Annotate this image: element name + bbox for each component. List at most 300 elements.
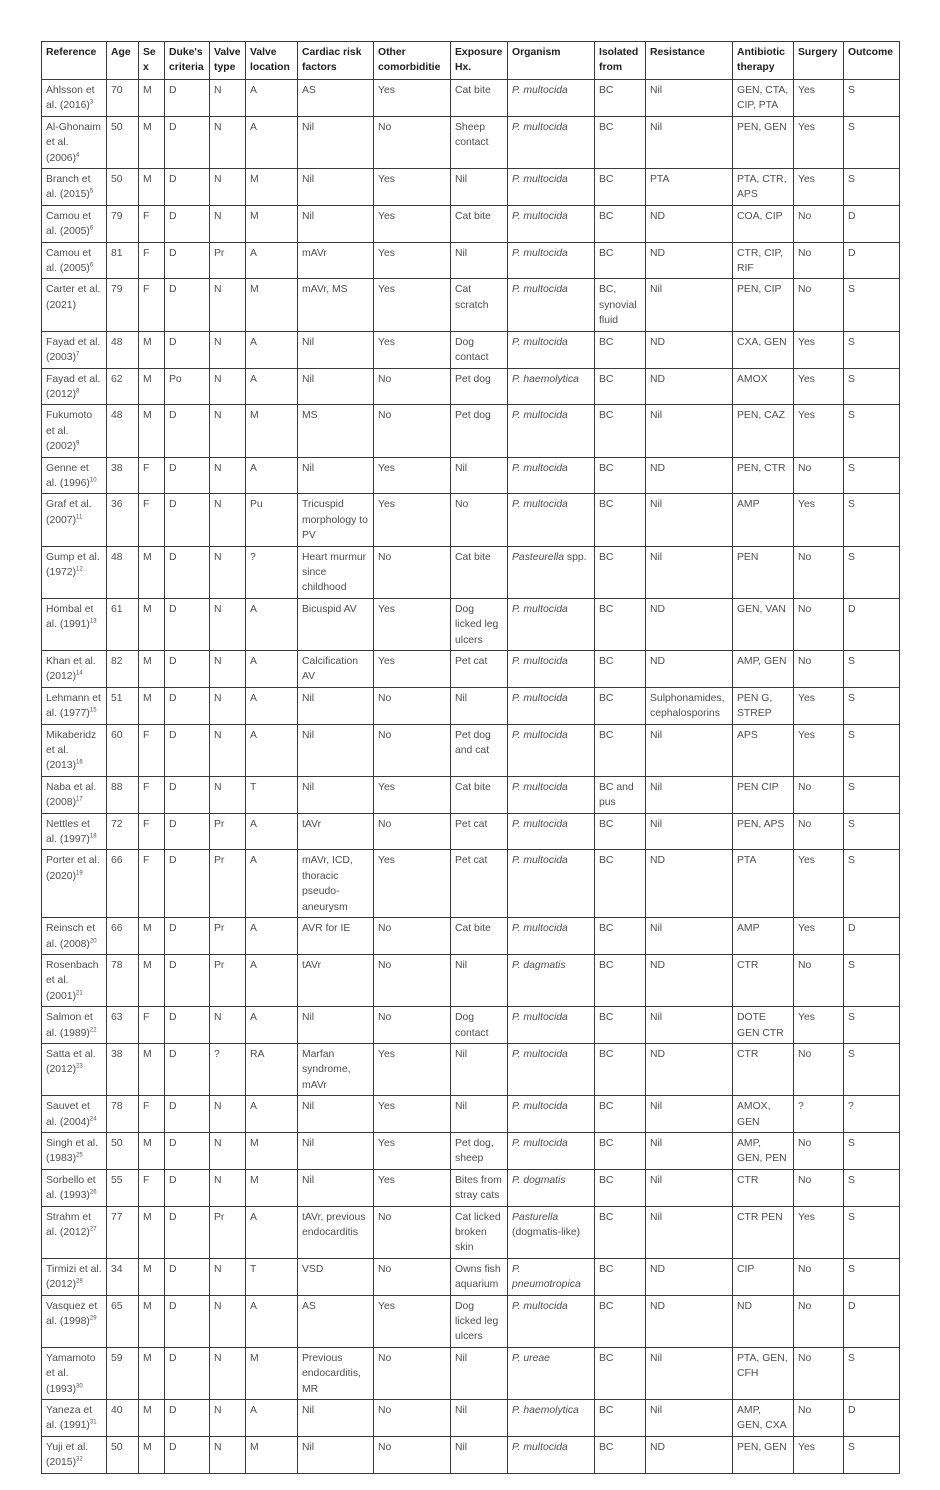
- cell-outcome: S: [844, 850, 900, 918]
- cell-organism: [508, 205, 595, 242]
- cell-isolated-from: BC: [595, 116, 646, 168]
- cell-antibiotic-therapy: CTR, CIP, RIF: [733, 242, 794, 279]
- cell-resistance: ND: [646, 1043, 733, 1095]
- cell-sex: M: [139, 687, 165, 724]
- cell-dukes-criteria: D: [165, 205, 210, 242]
- table-row: [42, 598, 900, 650]
- organism-name: P. multocida: [512, 247, 568, 259]
- reference-citation-number: 21: [76, 990, 83, 997]
- cell-sex: M: [139, 1043, 165, 1095]
- table-row: [42, 1295, 900, 1347]
- cell-valve-location: A: [246, 116, 298, 168]
- cell-sex: M: [139, 116, 165, 168]
- cell-organism: [508, 279, 595, 331]
- cell-organism: [508, 546, 595, 598]
- cell-valve-location: A: [246, 651, 298, 688]
- reference-citation-number: 31: [89, 1420, 97, 1426]
- cell-organism: [508, 813, 595, 850]
- cell-antibiotic-therapy: AMP, GEN: [733, 651, 794, 688]
- case-table-container: [41, 41, 899, 1474]
- cell-age: 65: [107, 1295, 139, 1347]
- header-cardiac-risk-factors: Cardiac risk factors: [298, 42, 374, 80]
- cell-sex: F: [139, 494, 165, 546]
- cell-exposure-hx: Nil: [451, 457, 508, 494]
- cell-antibiotic-therapy: PEN CIP: [733, 776, 794, 813]
- cell-age: 38: [107, 1043, 139, 1095]
- cell-dukes-criteria: D: [165, 546, 210, 598]
- table-row: [42, 1096, 900, 1133]
- cell-cardiac-risk-factors: mAVr, MS: [298, 279, 374, 331]
- cell-isolated-from: BC: [595, 1132, 646, 1169]
- cell-outcome: D: [844, 205, 900, 242]
- cell-antibiotic-therapy: AMP, GEN, PEN: [733, 1132, 794, 1169]
- cell-other-comorbidities: Yes: [374, 1295, 451, 1347]
- cell-outcome: S: [844, 1043, 900, 1095]
- cell-exposure-hx: Cat bite: [451, 80, 508, 117]
- cell-valve-location: Pu: [246, 494, 298, 546]
- reference-text: Naba et al. (2008): [46, 781, 97, 809]
- cell-outcome: ?: [844, 1096, 900, 1133]
- cell-antibiotic-therapy: ND: [733, 1295, 794, 1347]
- reference-text: Ahlsson et al. (2016): [46, 85, 95, 112]
- cell-antibiotic-therapy: CTR: [733, 954, 794, 1006]
- cell-organism: [508, 331, 595, 368]
- cell-sex: M: [139, 1258, 165, 1295]
- organism-suffix: (dogmatis-like): [512, 1227, 581, 1238]
- cell-surgery: No: [794, 776, 844, 813]
- cell-isolated-from: BC: [595, 651, 646, 688]
- cell-dukes-criteria: D: [165, 1400, 210, 1437]
- cell-exposure-hx: Cat bite: [451, 205, 508, 242]
- cell-antibiotic-therapy: PTA, GEN, CFH: [733, 1347, 794, 1399]
- cell-dukes-criteria: D: [165, 1206, 210, 1258]
- cell-valve-location: A: [246, 1007, 298, 1044]
- cell-isolated-from: BC and pus: [595, 776, 646, 813]
- cell-reference: [42, 598, 107, 650]
- reference-citation-number: 23: [76, 1063, 83, 1070]
- reference-text: Tirmizi et al. (2012): [46, 1263, 102, 1291]
- header-valve-type: Valve type: [210, 42, 246, 80]
- cell-age: 77: [107, 1206, 139, 1258]
- reference-text: Reinsch et al. (2008): [46, 923, 96, 950]
- reference-text: Yuji et al. (2015): [46, 1441, 89, 1469]
- cell-valve-type: N: [210, 1400, 246, 1437]
- cell-surgery: No: [794, 1043, 844, 1095]
- cell-organism: [508, 494, 595, 546]
- cell-other-comorbidities: No: [374, 1347, 451, 1399]
- cell-valve-type: N: [210, 1007, 246, 1044]
- cell-antibiotic-therapy: DOTE GEN CTR: [733, 1007, 794, 1044]
- cell-organism: [508, 651, 595, 688]
- reference-text: Khan et al. (2012): [46, 656, 96, 683]
- cell-resistance: ND: [646, 1295, 733, 1347]
- cell-age: 48: [107, 331, 139, 368]
- organism-name: P. multocida: [512, 603, 568, 615]
- cell-other-comorbidities: No: [374, 1007, 451, 1044]
- cell-sex: F: [139, 724, 165, 776]
- cell-isolated-from: BC: [595, 494, 646, 546]
- cell-other-comorbidities: No: [374, 546, 451, 598]
- cell-surgery: No: [794, 598, 844, 650]
- cell-isolated-from: BC: [595, 546, 646, 598]
- cell-surgery: No: [794, 457, 844, 494]
- cell-outcome: S: [844, 1007, 900, 1044]
- cell-sex: F: [139, 1096, 165, 1133]
- cell-organism: [508, 1258, 595, 1295]
- cell-sex: M: [139, 1400, 165, 1437]
- reference-citation-number: 6: [89, 262, 94, 269]
- cell-resistance: Nil: [646, 494, 733, 546]
- cell-valve-type: N: [210, 457, 246, 494]
- cell-dukes-criteria: D: [165, 813, 210, 850]
- cell-sex: F: [139, 279, 165, 331]
- cell-reference: [42, 776, 107, 813]
- table-row: [42, 279, 900, 331]
- cell-sex: F: [139, 1007, 165, 1044]
- cell-exposure-hx: Cat bite: [451, 776, 508, 813]
- cell-valve-type: N: [210, 1096, 246, 1133]
- cell-dukes-criteria: D: [165, 242, 210, 279]
- cell-organism: [508, 1206, 595, 1258]
- cell-age: 61: [107, 598, 139, 650]
- cell-resistance: ND: [646, 1258, 733, 1295]
- cell-valve-location: M: [246, 169, 298, 206]
- cell-outcome: S: [844, 1347, 900, 1399]
- cell-cardiac-risk-factors: Nil: [298, 776, 374, 813]
- cell-cardiac-risk-factors: Nil: [298, 724, 374, 776]
- cell-exposure-hx: Nil: [451, 954, 508, 1006]
- organism-name: Pasteurella: [512, 551, 564, 563]
- reference-text: Fayad et al. (2003): [46, 336, 101, 364]
- cell-resistance: Nil: [646, 1007, 733, 1044]
- cell-dukes-criteria: D: [165, 405, 210, 457]
- cell-antibiotic-therapy: PTA, CTR, APS: [733, 169, 794, 206]
- cell-reference: [42, 1206, 107, 1258]
- reference-text: Fukumoto et al. (2002): [46, 410, 93, 453]
- cell-other-comorbidities: Yes: [374, 331, 451, 368]
- cell-isolated-from: BC: [595, 1096, 646, 1133]
- cell-exposure-hx: Pet cat: [451, 651, 508, 688]
- cell-sex: M: [139, 169, 165, 206]
- cell-cardiac-risk-factors: AVR for IE: [298, 918, 374, 955]
- cell-resistance: ND: [646, 651, 733, 688]
- cell-valve-type: N: [210, 546, 246, 598]
- organism-name: P. multocida: [512, 284, 568, 296]
- cell-dukes-criteria: D: [165, 1043, 210, 1095]
- cell-cardiac-risk-factors: Nil: [298, 1169, 374, 1206]
- table-row: [42, 1007, 900, 1044]
- cell-sex: F: [139, 242, 165, 279]
- cell-age: 55: [107, 1169, 139, 1206]
- cell-valve-location: M: [246, 405, 298, 457]
- cell-resistance: ND: [646, 457, 733, 494]
- cell-outcome: S: [844, 687, 900, 724]
- cell-resistance: Nil: [646, 918, 733, 955]
- table-row: [42, 1400, 900, 1437]
- cell-sex: M: [139, 1295, 165, 1347]
- reference-citation-number: 11: [76, 514, 83, 521]
- cell-exposure-hx: Sheep contact: [451, 116, 508, 168]
- cell-other-comorbidities: Yes: [374, 1043, 451, 1095]
- cell-organism: [508, 1347, 595, 1399]
- cell-antibiotic-therapy: COA, CIP: [733, 205, 794, 242]
- cell-other-comorbidities: Yes: [374, 598, 451, 650]
- cell-valve-type: Pr: [210, 850, 246, 918]
- cell-exposure-hx: Cat bite: [451, 546, 508, 598]
- table-row: [42, 1436, 900, 1473]
- cell-other-comorbidities: No: [374, 918, 451, 955]
- cell-outcome: S: [844, 331, 900, 368]
- cell-reference: [42, 80, 107, 117]
- cell-cardiac-risk-factors: MS: [298, 405, 374, 457]
- table-row: [42, 954, 900, 1006]
- cell-surgery: Yes: [794, 405, 844, 457]
- table-row: [42, 813, 900, 850]
- cell-surgery: No: [794, 546, 844, 598]
- cell-dukes-criteria: D: [165, 1347, 210, 1399]
- cell-dukes-criteria: D: [165, 169, 210, 206]
- cell-dukes-criteria: D: [165, 494, 210, 546]
- organism-name: P. multocida: [512, 336, 568, 348]
- cell-isolated-from: BC: [595, 242, 646, 279]
- cell-outcome: S: [844, 116, 900, 168]
- cell-surgery: Yes: [794, 80, 844, 117]
- cell-antibiotic-therapy: PTA: [733, 850, 794, 918]
- cell-outcome: S: [844, 1169, 900, 1206]
- cell-reference: [42, 169, 107, 206]
- cell-reference: [42, 331, 107, 368]
- cell-age: 51: [107, 687, 139, 724]
- table-row: [42, 331, 900, 368]
- cell-reference: [42, 546, 107, 598]
- reference-citation-number: 22: [89, 1027, 97, 1034]
- reference-text: Branch et al. (2015): [46, 174, 91, 201]
- header-reference: Reference: [42, 42, 107, 80]
- organism-name: P. multocida: [512, 855, 568, 867]
- cell-surgery: Yes: [794, 331, 844, 368]
- cell-other-comorbidities: No: [374, 1436, 451, 1473]
- cell-other-comorbidities: No: [374, 368, 451, 405]
- reference-text: Satta et al. (2012): [46, 1048, 96, 1076]
- reference-text: Singh et al. (1983): [46, 1137, 98, 1165]
- cell-organism: [508, 457, 595, 494]
- cell-cardiac-risk-factors: Nil: [298, 457, 374, 494]
- cell-surgery: No: [794, 954, 844, 1006]
- cell-outcome: S: [844, 368, 900, 405]
- cell-organism: [508, 116, 595, 168]
- cell-outcome: S: [844, 1258, 900, 1295]
- cell-cardiac-risk-factors: mAVr, ICD, thoracic pseudo-aneurysm: [298, 850, 374, 918]
- cell-exposure-hx: Pet dog: [451, 405, 508, 457]
- cell-cardiac-risk-factors: Nil: [298, 1096, 374, 1133]
- reference-text: Vasquez et al. (1998): [46, 1300, 98, 1328]
- organism-name: P. dagmatis: [512, 959, 566, 971]
- organism-name: P. pneumotropica: [512, 1263, 581, 1291]
- cell-valve-type: N: [210, 1347, 246, 1399]
- reference-citation-number: 27: [89, 1226, 97, 1233]
- organism-name: P. multocida: [512, 1101, 568, 1113]
- cell-valve-location: A: [246, 242, 298, 279]
- cell-resistance: Nil: [646, 1096, 733, 1133]
- cell-valve-location: A: [246, 954, 298, 1006]
- cell-cardiac-risk-factors: Marfan syndrome, mAVr: [298, 1043, 374, 1095]
- reference-citation-number: 6: [89, 225, 94, 232]
- cell-sex: F: [139, 850, 165, 918]
- cell-reference: [42, 687, 107, 724]
- cell-reference: [42, 405, 107, 457]
- cell-other-comorbidities: Yes: [374, 242, 451, 279]
- organism-name: P. multocida: [512, 85, 568, 96]
- reference-citation-number: 32: [76, 1456, 83, 1463]
- cell-dukes-criteria: D: [165, 651, 210, 688]
- cell-reference: [42, 813, 107, 850]
- cell-valve-location: T: [246, 776, 298, 813]
- cell-isolated-from: BC: [595, 368, 646, 405]
- cell-isolated-from: BC: [595, 1043, 646, 1095]
- cell-antibiotic-therapy: AMP, GEN, CXA: [733, 1400, 794, 1437]
- cell-cardiac-risk-factors: AS: [298, 1295, 374, 1347]
- cell-organism: [508, 850, 595, 918]
- cell-outcome: D: [844, 598, 900, 650]
- cell-age: 40: [107, 1400, 139, 1437]
- cell-valve-type: N: [210, 494, 246, 546]
- cell-sex: F: [139, 205, 165, 242]
- cell-resistance: Nil: [646, 116, 733, 168]
- cell-reference: [42, 918, 107, 955]
- reference-citation-number: 24: [89, 1116, 97, 1123]
- table-row: [42, 546, 900, 598]
- organism-name: P. haemolytica: [512, 373, 579, 385]
- cell-surgery: No: [794, 1169, 844, 1206]
- reference-text: Mikaberidz et al. (2013): [46, 729, 97, 772]
- cell-exposure-hx: Nil: [451, 242, 508, 279]
- cell-valve-location: A: [246, 80, 298, 117]
- cell-isolated-from: BC: [595, 405, 646, 457]
- cell-outcome: S: [844, 279, 900, 331]
- organism-name: P. multocida: [512, 1441, 568, 1453]
- organism-name: P. multocida: [512, 1137, 568, 1149]
- cell-cardiac-risk-factors: Nil: [298, 169, 374, 206]
- organism-name: P. multocida: [512, 818, 568, 830]
- cell-age: 34: [107, 1258, 139, 1295]
- cell-age: 62: [107, 368, 139, 405]
- cell-dukes-criteria: D: [165, 850, 210, 918]
- case-reports-table: [41, 41, 900, 1474]
- cell-dukes-criteria: D: [165, 954, 210, 1006]
- cell-resistance: Nil: [646, 813, 733, 850]
- cell-cardiac-risk-factors: Nil: [298, 1436, 374, 1473]
- header-resistance: Resistance: [646, 42, 733, 80]
- cell-valve-location: M: [246, 1169, 298, 1206]
- cell-sex: F: [139, 776, 165, 813]
- cell-surgery: No: [794, 242, 844, 279]
- table-row: [42, 1347, 900, 1399]
- reference-citation-number: 12: [76, 566, 83, 573]
- reference-citation-number: 3: [89, 99, 94, 106]
- cell-exposure-hx: Nil: [451, 1347, 508, 1399]
- table-row: [42, 918, 900, 955]
- cell-other-comorbidities: No: [374, 116, 451, 168]
- cell-age: 66: [107, 850, 139, 918]
- cell-valve-type: Pr: [210, 1206, 246, 1258]
- cell-valve-location: A: [246, 331, 298, 368]
- cell-isolated-from: BC: [595, 331, 646, 368]
- cell-sex: M: [139, 1206, 165, 1258]
- organism-name: P. multocida: [512, 781, 568, 793]
- cell-surgery: Yes: [794, 169, 844, 206]
- reference-citation-number: 28: [76, 1278, 83, 1285]
- cell-resistance: Nil: [646, 546, 733, 598]
- cell-antibiotic-therapy: AMOX, GEN: [733, 1096, 794, 1133]
- cell-exposure-hx: Nil: [451, 1096, 508, 1133]
- cell-isolated-from: BC: [595, 1007, 646, 1044]
- cell-valve-location: ?: [246, 546, 298, 598]
- cell-exposure-hx: Dog contact: [451, 331, 508, 368]
- cell-valve-type: N: [210, 1132, 246, 1169]
- cell-isolated-from: BC: [595, 1436, 646, 1473]
- reference-text: Salmon et al. (1989): [46, 1012, 93, 1039]
- cell-valve-type: Pr: [210, 954, 246, 1006]
- cell-outcome: S: [844, 1436, 900, 1473]
- cell-reference: [42, 954, 107, 1006]
- cell-antibiotic-therapy: PEN, CIP: [733, 279, 794, 331]
- cell-exposure-hx: Nil: [451, 1400, 508, 1437]
- cell-valve-location: M: [246, 279, 298, 331]
- cell-valve-type: N: [210, 80, 246, 117]
- cell-exposure-hx: Owns fish aquarium: [451, 1258, 508, 1295]
- cell-valve-location: A: [246, 813, 298, 850]
- cell-age: 70: [107, 80, 139, 117]
- cell-other-comorbidities: Yes: [374, 850, 451, 918]
- cell-isolated-from: BC: [595, 1169, 646, 1206]
- reference-text: Al-Ghonaim et al. (2006): [46, 121, 101, 164]
- cell-resistance: Sulphonamides, cephalosporins: [646, 687, 733, 724]
- cell-antibiotic-therapy: CXA, GEN: [733, 331, 794, 368]
- organism-suffix: spp.: [563, 551, 587, 563]
- cell-antibiotic-therapy: PEN, GEN: [733, 116, 794, 168]
- cell-dukes-criteria: Po: [165, 368, 210, 405]
- organism-name: P. multocida: [512, 499, 568, 511]
- cell-antibiotic-therapy: AMOX: [733, 368, 794, 405]
- cell-organism: [508, 1096, 595, 1133]
- organism-name: P. ureae: [512, 1352, 550, 1364]
- reference-citation-number: 7: [76, 351, 80, 358]
- cell-valve-type: N: [210, 724, 246, 776]
- table-row: [42, 724, 900, 776]
- cell-resistance: ND: [646, 1436, 733, 1473]
- cell-other-comorbidities: No: [374, 954, 451, 1006]
- cell-other-comorbidities: Yes: [374, 279, 451, 331]
- cell-valve-type: N: [210, 205, 246, 242]
- cell-surgery: No: [794, 279, 844, 331]
- cell-dukes-criteria: D: [165, 1096, 210, 1133]
- cell-antibiotic-therapy: PEN, CTR: [733, 457, 794, 494]
- cell-organism: [508, 598, 595, 650]
- cell-valve-location: A: [246, 687, 298, 724]
- cell-resistance: ND: [646, 368, 733, 405]
- cell-isolated-from: BC: [595, 954, 646, 1006]
- cell-outcome: S: [844, 494, 900, 546]
- cell-exposure-hx: Nil: [451, 687, 508, 724]
- cell-cardiac-risk-factors: Tricuspid morphology to PV: [298, 494, 374, 546]
- cell-resistance: ND: [646, 242, 733, 279]
- cell-age: 50: [107, 116, 139, 168]
- cell-surgery: No: [794, 813, 844, 850]
- header-sex: Sex: [139, 42, 165, 80]
- table-row: [42, 494, 900, 546]
- cell-resistance: Nil: [646, 405, 733, 457]
- cell-resistance: Nil: [646, 1400, 733, 1437]
